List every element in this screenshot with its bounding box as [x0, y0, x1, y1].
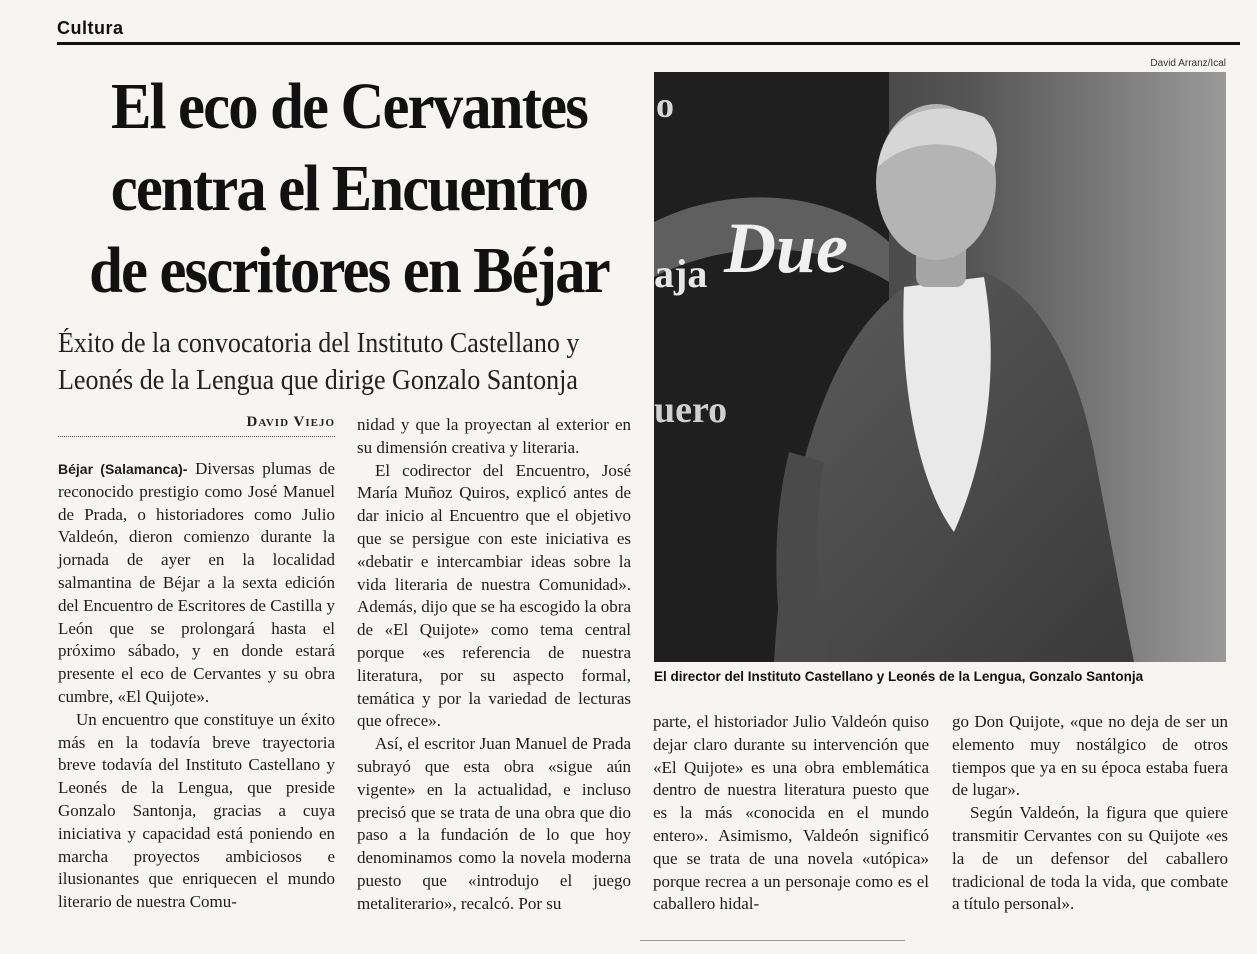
photo-illustration: [654, 72, 1226, 662]
paragraph: El codirector del Encuentro, José María Muñoz Quiros, explicó antes de dar inicio al Encuentro que el objetivo que se persigue con este iniciativa es «debatir e intercambiar ideas sobre la vida literaria de nuestra Comunidad». Además, dijo que se ha escogido la obra de «El Quijote» como tema central porque «es referencia de nuestra literatura, por su aspecto formal, temática y por la variedad de lecturas que ofrece».: [357, 460, 631, 731]
headline: El eco de Cervantes centra el Encuentro de escritores en Béjar: [89, 70, 609, 307]
article-column-2: [357, 414, 631, 916]
section-rule: [57, 42, 1240, 45]
paragraph: parte, el historiador Julio Valdeón quiso dejar claro durante su intervención que «El Quijote» es una obra emblemática dentro de nuestra literatura puesto que es la más «conocida en el mundo entero». Asimismo, Valdeón significó que se trata de una novela «utópica» porque recrea a un personaje como es el caballero hidal-: [653, 712, 929, 914]
article-column-1: [58, 458, 335, 914]
paragraph: Según Valdeón, la figura que quiere transmitir Cervantes con su Quijote «es la de un defensor del caballero tradicional de toda la vida, que combate a título personal».: [952, 803, 1228, 914]
banner-text-3: Due: [724, 208, 848, 288]
paragraph: Un encuentro que constituye un éxito más en la todavía breve trayectoria breve todavía del Instituto Castellano y Leonés de la Lengua, que preside Gonzalo Santonja, gracias a cuya iniciativa y capacidad está poniendo en marcha proyectos ambiciosos e ilusionantes que enriquecen el mundo literario de nuestra Comu-: [58, 709, 335, 912]
byline-rule: [58, 436, 335, 437]
article-column-3: [653, 711, 929, 916]
bottom-rule: [640, 940, 905, 941]
paragraph: go Don Quijote, «que no deja de ser un elemento muy nostálgico de otros tiempos que ya en su época estaba fuera de lugar».: [952, 712, 1228, 800]
banner-text-4: uero: [654, 389, 728, 431]
paragraph: [58, 458, 335, 709]
byline: David Viejo: [246, 414, 335, 430]
dateline: Béjar (Salamanca)-: [58, 461, 188, 477]
banner-text-2: aja: [654, 251, 708, 296]
article-column-4: [952, 711, 1228, 916]
section-label: Cultura: [57, 18, 124, 38]
photo: [654, 72, 1226, 662]
subheadline: Éxito de la convocatoria del Instituto Castellano y Leonés de la Lengua que dirige Gonzalo Santonja: [58, 328, 580, 396]
paragraph-text: Diversas plumas de reconocido prestigio como José Manuel de Prada, o historiadores como Julio Valdeón, dieron comienzo durante la jornada de ayer en la localidad salmantina de Béjar a la sexta edición del Encuentro de Escritores de Castilla y León que se prolongará hasta el próximo sábado, y en donde estará presente el eco de Cervantes y su obra cumbre, «El Quijote».: [58, 459, 336, 706]
paragraph: nidad y que la proyectan al exterior en su dimensión creativa y literaria.: [357, 415, 631, 457]
paragraph: Así, el escritor Juan Manuel de Prada subrayó que esta obra «sigue aún vigente» en la actualidad, e incluso precisó que se trata de una obra que dio paso a la fundación de lo que hoy denominamos como la novela moderna puesto que «introdujo el juego metaliterario», recalcó. Por su: [357, 734, 631, 913]
banner-text-1: o: [656, 85, 674, 125]
photo-credit: David Arranz/Ical: [1150, 58, 1226, 69]
photo-caption: El director del Instituto Castellano y Leonés de la Lengua, Gonzalo Santonja: [654, 669, 1144, 684]
